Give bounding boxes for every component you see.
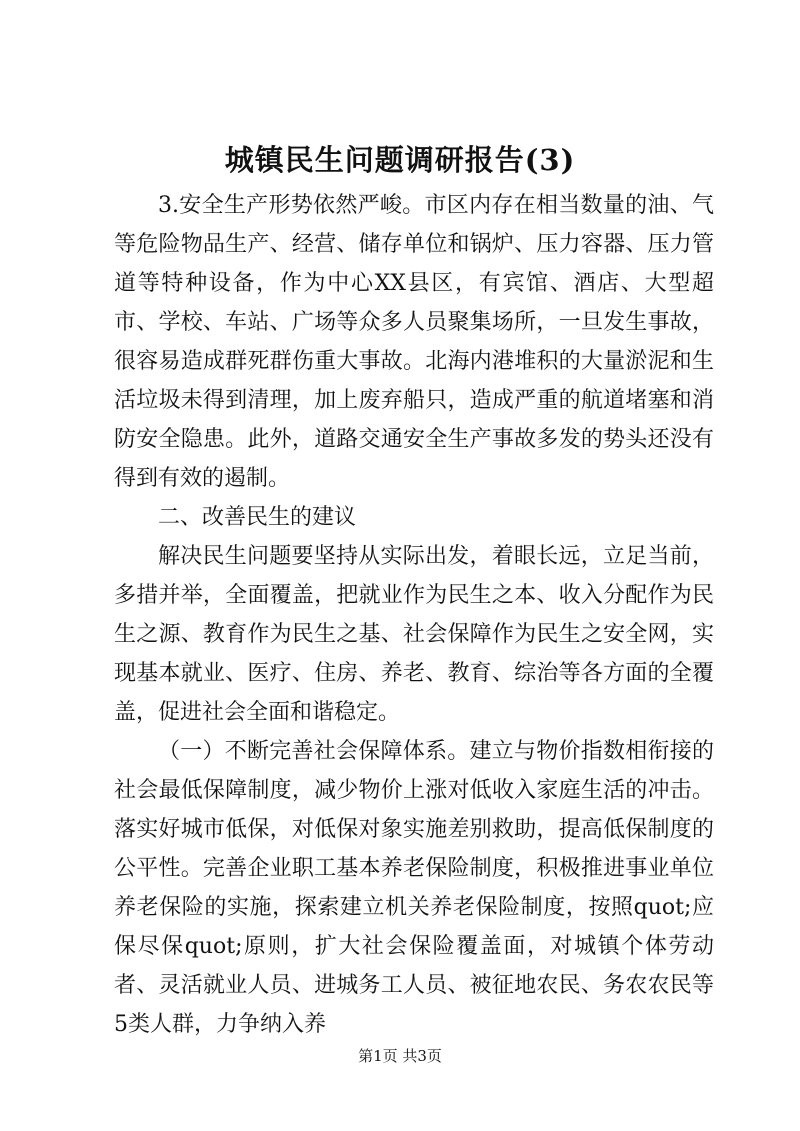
section-heading-suggestions: 二、改善民生的建议 — [158, 505, 357, 530]
paragraph-social-security: （一）不断完善社会保障体系。建立与物价指数相衔接的社会最低保障制度，减少物价上涨对低收入家庭生活的冲击。落实好城市低保，对低保对象实施差别救助，提高低保制度的公平性。完善企业职工基本养老保险制度，积极推进事业单位养老保险的实施，探索建立机关养老保险制度，按照quot;应保尽保quot;原则，扩大社会保险覆盖面，对城镇个体劳动者、灵活就业人员、进城务工人员、被征地农民、务农农民等5类人群，力争纳入养 — [114, 739, 714, 1037]
paragraph-safety-production: 3.安全生产形势依然严峻。市区内存在相当数量的油、气等危险物品生产、经营、储存单位和锅炉、压力容器、压力管道等特种设备，作为中心XX县区，有宾馆、酒店、大型超市、学校、车站、广场等众多人员聚集场所，一旦发生事故，很容易造成群死群伤重大事故。北海内港堆积的大量淤泥和生活垃圾未得到清理，加上废弃船只，造成严重的航道堵塞和消防安全隐患。此外，道路交通安全生产事故多发的势头还没有得到有效的遏制。 — [114, 193, 714, 491]
paragraph-livelihood-approach: 解决民生问题要坚持从实际出发，着眼长远，立足当前，多措并举，全面覆盖，把就业作为民生之本、收入分配作为民生之源、教育作为民生之基、社会保障作为民生之安全网，实现基本就业、医疗、住房、养老、教育、综治等各方面的全覆盖，促进社会全面和谐稳定。 — [114, 544, 714, 725]
document-title: 城镇民生问题调研报告(3) — [224, 143, 576, 177]
page-footer: 第1页 共3页 — [358, 1047, 442, 1065]
document-body — [114, 186, 714, 1044]
